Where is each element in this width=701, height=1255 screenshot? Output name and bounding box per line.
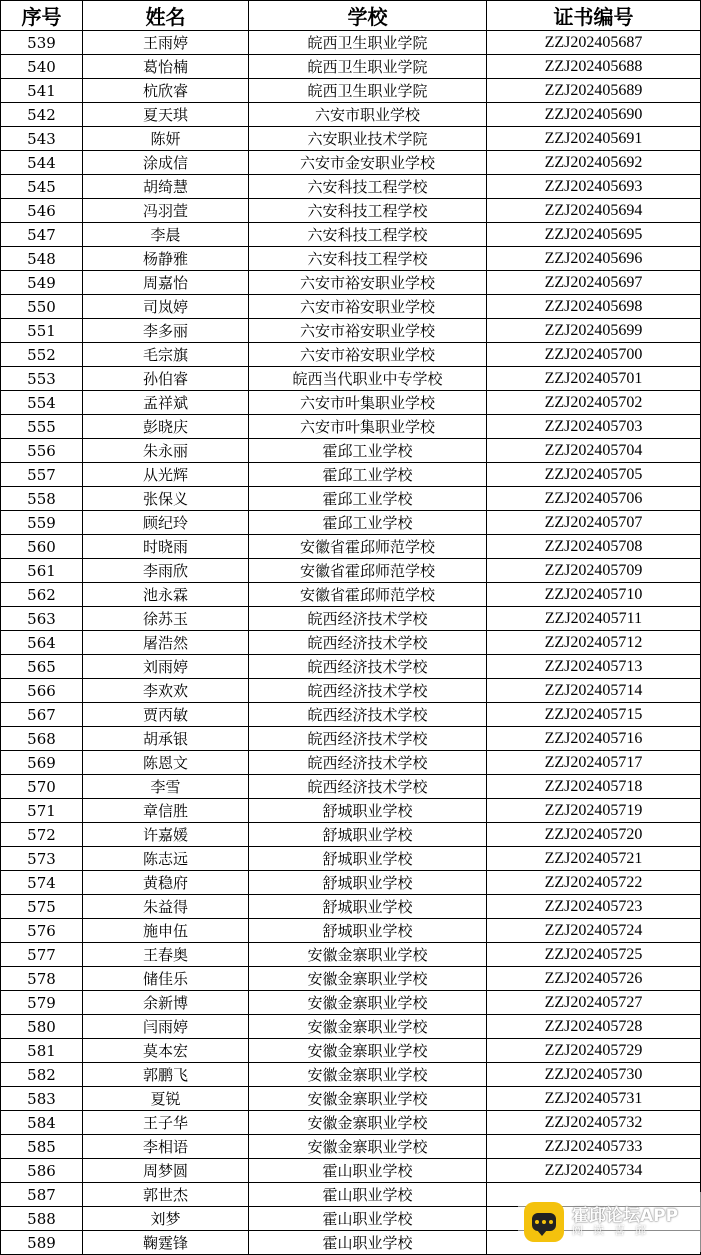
row-index: 569 bbox=[1, 751, 83, 775]
student-name: 孙伯睿 bbox=[83, 367, 249, 391]
student-name: 莫本宏 bbox=[83, 1039, 249, 1063]
school-name: 皖西经济技术学校 bbox=[249, 607, 487, 631]
table-row bbox=[1, 535, 701, 559]
table-row bbox=[1, 343, 701, 367]
row-index: 567 bbox=[1, 703, 83, 727]
student-name: 毛宗旗 bbox=[83, 343, 249, 367]
row-index: 578 bbox=[1, 967, 83, 991]
row-index: 546 bbox=[1, 199, 83, 223]
row-index: 588 bbox=[1, 1207, 83, 1231]
student-name: 杨静雅 bbox=[83, 247, 249, 271]
cert-number: ZZJ202405734 bbox=[487, 1159, 701, 1183]
student-name: 刘梦 bbox=[83, 1207, 249, 1231]
row-index: 573 bbox=[1, 847, 83, 871]
student-name: 夏锐 bbox=[83, 1087, 249, 1111]
school-name: 皖西经济技术学校 bbox=[249, 751, 487, 775]
cert-number: ZZJ202405723 bbox=[487, 895, 701, 919]
cert-number: ZZJ202405717 bbox=[487, 751, 701, 775]
table-row bbox=[1, 823, 701, 847]
cert-number: ZZJ202405696 bbox=[487, 247, 701, 271]
row-index: 561 bbox=[1, 559, 83, 583]
row-index: 555 bbox=[1, 415, 83, 439]
school-name: 安徽金寨职业学校 bbox=[249, 1111, 487, 1135]
cert-number: ZZJ202405730 bbox=[487, 1063, 701, 1087]
row-index: 582 bbox=[1, 1063, 83, 1087]
school-name: 霍邱工业学校 bbox=[249, 487, 487, 511]
student-name: 王子华 bbox=[83, 1111, 249, 1135]
school-name: 安徽金寨职业学校 bbox=[249, 1063, 487, 1087]
cert-number: ZZJ202405687 bbox=[487, 31, 701, 55]
student-name: 贾丙敏 bbox=[83, 703, 249, 727]
cert-number: ZZJ202405716 bbox=[487, 727, 701, 751]
table-row bbox=[1, 967, 701, 991]
row-index: 572 bbox=[1, 823, 83, 847]
student-name: 刘雨婷 bbox=[83, 655, 249, 679]
row-index: 539 bbox=[1, 31, 83, 55]
row-index: 570 bbox=[1, 775, 83, 799]
cert-number: ZZJ202405702 bbox=[487, 391, 701, 415]
school-name: 皖西卫生职业学院 bbox=[249, 55, 487, 79]
row-index: 541 bbox=[1, 79, 83, 103]
student-name: 司岚婷 bbox=[83, 295, 249, 319]
school-name: 舒城职业学校 bbox=[249, 871, 487, 895]
table-row bbox=[1, 895, 701, 919]
cert-number: ZZJ202405708 bbox=[487, 535, 701, 559]
cert-number: ZZJ202405691 bbox=[487, 127, 701, 151]
table-row bbox=[1, 991, 701, 1015]
cert-number: ZZJ202405713 bbox=[487, 655, 701, 679]
row-index: 558 bbox=[1, 487, 83, 511]
table-row bbox=[1, 679, 701, 703]
school-name: 六安市叶集职业学校 bbox=[249, 415, 487, 439]
table-row bbox=[1, 847, 701, 871]
cert-number: ZZJ202405688 bbox=[487, 55, 701, 79]
cert-number: ZZJ202405705 bbox=[487, 463, 701, 487]
table-row bbox=[1, 871, 701, 895]
cert-number: ZZJ202405725 bbox=[487, 943, 701, 967]
row-index: 552 bbox=[1, 343, 83, 367]
school-name: 舒城职业学校 bbox=[249, 799, 487, 823]
chat-bubble-icon bbox=[524, 1202, 564, 1242]
school-name: 皖西经济技术学校 bbox=[249, 703, 487, 727]
student-name: 时晓雨 bbox=[83, 535, 249, 559]
student-name: 胡承银 bbox=[83, 727, 249, 751]
row-index: 544 bbox=[1, 151, 83, 175]
table-row bbox=[1, 703, 701, 727]
table-row bbox=[1, 247, 701, 271]
row-index: 574 bbox=[1, 871, 83, 895]
student-name: 陈志远 bbox=[83, 847, 249, 871]
student-name: 陈恩文 bbox=[83, 751, 249, 775]
row-index: 543 bbox=[1, 127, 83, 151]
row-index: 550 bbox=[1, 295, 83, 319]
school-name: 安徽省霍邱师范学校 bbox=[249, 535, 487, 559]
row-index: 549 bbox=[1, 271, 83, 295]
school-name: 皖西经济技术学校 bbox=[249, 775, 487, 799]
table-row bbox=[1, 943, 701, 967]
table-row bbox=[1, 79, 701, 103]
cert-number: ZZJ202405699 bbox=[487, 319, 701, 343]
cert-number: ZZJ202405731 bbox=[487, 1087, 701, 1111]
cert-number: ZZJ202405698 bbox=[487, 295, 701, 319]
cert-number: ZZJ202405711 bbox=[487, 607, 701, 631]
student-name: 杭欣睿 bbox=[83, 79, 249, 103]
row-index: 557 bbox=[1, 463, 83, 487]
student-name: 张保义 bbox=[83, 487, 249, 511]
school-name: 霍山职业学校 bbox=[249, 1207, 487, 1231]
school-name: 安徽省霍邱师范学校 bbox=[249, 559, 487, 583]
school-name: 六安市裕安职业学校 bbox=[249, 319, 487, 343]
row-index: 556 bbox=[1, 439, 83, 463]
table-row bbox=[1, 1135, 701, 1159]
school-name: 安徽金寨职业学校 bbox=[249, 1087, 487, 1111]
school-name: 皖西经济技术学校 bbox=[249, 679, 487, 703]
student-name: 胡绮慧 bbox=[83, 175, 249, 199]
table-row bbox=[1, 415, 701, 439]
school-name: 舒城职业学校 bbox=[249, 823, 487, 847]
student-name: 朱益得 bbox=[83, 895, 249, 919]
student-name: 李欢欢 bbox=[83, 679, 249, 703]
table-row bbox=[1, 271, 701, 295]
row-index: 563 bbox=[1, 607, 83, 631]
cert-number: ZZJ202405733 bbox=[487, 1135, 701, 1159]
row-index: 553 bbox=[1, 367, 83, 391]
table-row bbox=[1, 439, 701, 463]
table-row bbox=[1, 31, 701, 55]
cert-number: ZZJ202405714 bbox=[487, 679, 701, 703]
school-name: 皖西卫生职业学院 bbox=[249, 31, 487, 55]
student-name: 李多丽 bbox=[83, 319, 249, 343]
row-index: 576 bbox=[1, 919, 83, 943]
cert-number: ZZJ202405728 bbox=[487, 1015, 701, 1039]
school-name: 六安市裕安职业学校 bbox=[249, 295, 487, 319]
table-row bbox=[1, 103, 701, 127]
student-name: 涂成信 bbox=[83, 151, 249, 175]
row-index: 579 bbox=[1, 991, 83, 1015]
student-name: 鞠霆锋 bbox=[83, 1231, 249, 1255]
row-index: 589 bbox=[1, 1231, 83, 1255]
student-name: 从光辉 bbox=[83, 463, 249, 487]
school-name: 皖西当代职业中专学校 bbox=[249, 367, 487, 391]
table-row bbox=[1, 583, 701, 607]
student-name: 李雨欣 bbox=[83, 559, 249, 583]
row-index: 562 bbox=[1, 583, 83, 607]
school-name: 六安市裕安职业学校 bbox=[249, 271, 487, 295]
row-index: 545 bbox=[1, 175, 83, 199]
cert-number: ZZJ202405700 bbox=[487, 343, 701, 367]
row-index: 585 bbox=[1, 1135, 83, 1159]
row-index: 540 bbox=[1, 55, 83, 79]
table-row bbox=[1, 607, 701, 631]
row-index: 584 bbox=[1, 1111, 83, 1135]
cert-number: ZZJ202405692 bbox=[487, 151, 701, 175]
school-name: 六安职业技术学院 bbox=[249, 127, 487, 151]
row-index: 565 bbox=[1, 655, 83, 679]
row-index: 554 bbox=[1, 391, 83, 415]
cert-number: ZZJ202405724 bbox=[487, 919, 701, 943]
cert-number: ZZJ202405719 bbox=[487, 799, 701, 823]
school-name: 安徽金寨职业学校 bbox=[249, 967, 487, 991]
table-row bbox=[1, 1015, 701, 1039]
cert-number: ZZJ202405695 bbox=[487, 223, 701, 247]
table-row bbox=[1, 919, 701, 943]
student-name: 施申伍 bbox=[83, 919, 249, 943]
school-name: 安徽金寨职业学校 bbox=[249, 1135, 487, 1159]
student-name: 余新博 bbox=[83, 991, 249, 1015]
student-name: 朱永丽 bbox=[83, 439, 249, 463]
forum-app-watermark bbox=[518, 1192, 701, 1252]
student-name: 彭晓庆 bbox=[83, 415, 249, 439]
school-name: 六安科技工程学校 bbox=[249, 223, 487, 247]
table-row bbox=[1, 1111, 701, 1135]
table-row bbox=[1, 655, 701, 679]
school-name: 安徽金寨职业学校 bbox=[249, 1039, 487, 1063]
row-index: 586 bbox=[1, 1159, 83, 1183]
table-row bbox=[1, 487, 701, 511]
cert-number: ZZJ202405701 bbox=[487, 367, 701, 391]
table-row bbox=[1, 463, 701, 487]
table-row bbox=[1, 1087, 701, 1111]
cert-number: ZZJ202405704 bbox=[487, 439, 701, 463]
school-name: 六安市金安职业学校 bbox=[249, 151, 487, 175]
student-name: 葛怡楠 bbox=[83, 55, 249, 79]
cert-number: ZZJ202405726 bbox=[487, 967, 701, 991]
school-name: 皖西经济技术学校 bbox=[249, 655, 487, 679]
school-name: 安徽金寨职业学校 bbox=[249, 1015, 487, 1039]
cert-number: ZZJ202405694 bbox=[487, 199, 701, 223]
student-name: 黄稳府 bbox=[83, 871, 249, 895]
row-index: 580 bbox=[1, 1015, 83, 1039]
cert-number: ZZJ202405706 bbox=[487, 487, 701, 511]
table-header-row bbox=[1, 1, 701, 31]
school-name: 皖西卫生职业学院 bbox=[249, 79, 487, 103]
school-name: 六安市职业学校 bbox=[249, 103, 487, 127]
student-name: 陈妍 bbox=[83, 127, 249, 151]
table-row bbox=[1, 127, 701, 151]
school-name: 安徽金寨职业学校 bbox=[249, 943, 487, 967]
school-name: 六安科技工程学校 bbox=[249, 199, 487, 223]
header-school: 学校 bbox=[249, 1, 487, 31]
school-name: 舒城职业学校 bbox=[249, 895, 487, 919]
school-name: 霍邱工业学校 bbox=[249, 463, 487, 487]
table-row bbox=[1, 391, 701, 415]
school-name: 皖西经济技术学校 bbox=[249, 631, 487, 655]
student-name: 王春奥 bbox=[83, 943, 249, 967]
cert-number: ZZJ202405712 bbox=[487, 631, 701, 655]
student-name: 徐苏玉 bbox=[83, 607, 249, 631]
cert-number: ZZJ202405722 bbox=[487, 871, 701, 895]
student-name: 郭世杰 bbox=[83, 1183, 249, 1207]
table-row bbox=[1, 727, 701, 751]
row-index: 548 bbox=[1, 247, 83, 271]
cert-number: ZZJ202405703 bbox=[487, 415, 701, 439]
school-name: 六安科技工程学校 bbox=[249, 175, 487, 199]
cert-number: ZZJ202405689 bbox=[487, 79, 701, 103]
student-name: 池永霖 bbox=[83, 583, 249, 607]
student-name: 李晨 bbox=[83, 223, 249, 247]
table-row bbox=[1, 295, 701, 319]
school-name: 六安市叶集职业学校 bbox=[249, 391, 487, 415]
student-name: 闫雨婷 bbox=[83, 1015, 249, 1039]
table-row bbox=[1, 559, 701, 583]
student-name: 李相语 bbox=[83, 1135, 249, 1159]
row-index: 583 bbox=[1, 1087, 83, 1111]
table-row bbox=[1, 1039, 701, 1063]
row-index: 571 bbox=[1, 799, 83, 823]
table-row bbox=[1, 199, 701, 223]
student-name: 顾纪玲 bbox=[83, 511, 249, 535]
table-body bbox=[1, 31, 701, 1255]
row-index: 547 bbox=[1, 223, 83, 247]
row-index: 575 bbox=[1, 895, 83, 919]
row-index: 551 bbox=[1, 319, 83, 343]
student-name: 许嘉媛 bbox=[83, 823, 249, 847]
school-name: 六安市裕安职业学校 bbox=[249, 343, 487, 367]
header-index: 序号 bbox=[1, 1, 83, 31]
cert-number: ZZJ202405732 bbox=[487, 1111, 701, 1135]
table-row bbox=[1, 775, 701, 799]
table-row bbox=[1, 1159, 701, 1183]
table-row bbox=[1, 511, 701, 535]
row-index: 560 bbox=[1, 535, 83, 559]
school-name: 安徽金寨职业学校 bbox=[249, 991, 487, 1015]
header-name: 姓名 bbox=[83, 1, 249, 31]
cert-number: ZZJ202405697 bbox=[487, 271, 701, 295]
cert-number: ZZJ202405710 bbox=[487, 583, 701, 607]
cert-number: ZZJ202405707 bbox=[487, 511, 701, 535]
school-name: 舒城职业学校 bbox=[249, 847, 487, 871]
student-name: 周嘉怡 bbox=[83, 271, 249, 295]
table-row bbox=[1, 751, 701, 775]
student-name: 李雪 bbox=[83, 775, 249, 799]
student-name: 屠浩然 bbox=[83, 631, 249, 655]
cert-number: ZZJ202405727 bbox=[487, 991, 701, 1015]
cert-number: ZZJ202405690 bbox=[487, 103, 701, 127]
cert-number: ZZJ202405721 bbox=[487, 847, 701, 871]
header-cert-number: 证书编号 bbox=[487, 1, 701, 31]
school-name: 霍山职业学校 bbox=[249, 1231, 487, 1255]
table-row bbox=[1, 631, 701, 655]
school-name: 霍山职业学校 bbox=[249, 1159, 487, 1183]
table-row bbox=[1, 175, 701, 199]
school-name: 舒城职业学校 bbox=[249, 919, 487, 943]
table-row bbox=[1, 55, 701, 79]
school-name: 霍邱工业学校 bbox=[249, 439, 487, 463]
table-row bbox=[1, 367, 701, 391]
student-name: 章信胜 bbox=[83, 799, 249, 823]
row-index: 542 bbox=[1, 103, 83, 127]
student-name: 郭鹏飞 bbox=[83, 1063, 249, 1087]
row-index: 577 bbox=[1, 943, 83, 967]
school-name: 霍山职业学校 bbox=[249, 1183, 487, 1207]
table-row bbox=[1, 223, 701, 247]
school-name: 安徽省霍邱师范学校 bbox=[249, 583, 487, 607]
table-row bbox=[1, 151, 701, 175]
school-name: 霍邱工业学校 bbox=[249, 511, 487, 535]
school-name: 六安科技工程学校 bbox=[249, 247, 487, 271]
student-name: 孟祥斌 bbox=[83, 391, 249, 415]
row-index: 559 bbox=[1, 511, 83, 535]
row-index: 581 bbox=[1, 1039, 83, 1063]
table-row bbox=[1, 1063, 701, 1087]
school-name: 皖西经济技术学校 bbox=[249, 727, 487, 751]
student-name: 夏天琪 bbox=[83, 103, 249, 127]
student-name: 周梦圆 bbox=[83, 1159, 249, 1183]
row-index: 587 bbox=[1, 1183, 83, 1207]
watermark-title: 霍邱论坛APP bbox=[572, 1205, 679, 1226]
student-name: 冯羽萱 bbox=[83, 199, 249, 223]
table-row bbox=[1, 319, 701, 343]
cert-number: ZZJ202405715 bbox=[487, 703, 701, 727]
student-name: 储佳乐 bbox=[83, 967, 249, 991]
student-name: 王雨婷 bbox=[83, 31, 249, 55]
table-row bbox=[1, 799, 701, 823]
row-index: 566 bbox=[1, 679, 83, 703]
cert-number: ZZJ202405729 bbox=[487, 1039, 701, 1063]
cert-number: ZZJ202405720 bbox=[487, 823, 701, 847]
row-index: 568 bbox=[1, 727, 83, 751]
watermark-subtitle: 阅读喜邱 bbox=[572, 1224, 656, 1238]
row-index: 564 bbox=[1, 631, 83, 655]
cert-number: ZZJ202405709 bbox=[487, 559, 701, 583]
cert-number: ZZJ202405693 bbox=[487, 175, 701, 199]
cert-number: ZZJ202405718 bbox=[487, 775, 701, 799]
